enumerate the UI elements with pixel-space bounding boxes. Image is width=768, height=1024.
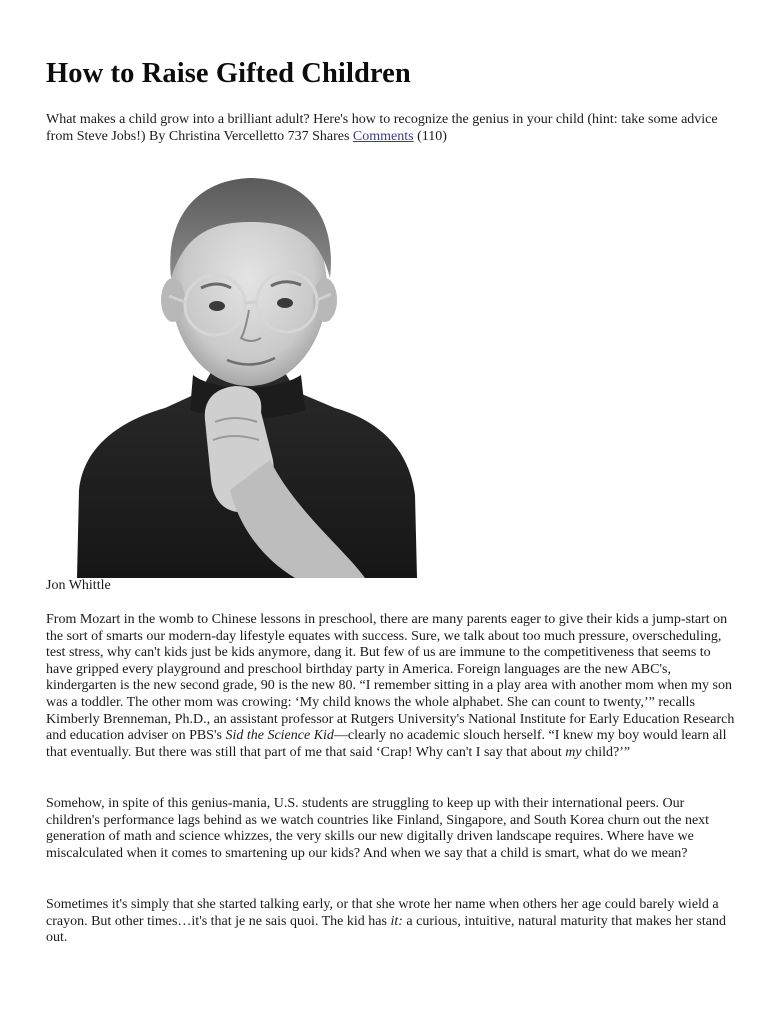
paragraph-text: a curious, intuitive, natural maturity that makes her stand out. [46, 913, 726, 946]
article-paragraph-3 [46, 897, 736, 947]
show-title-italic: Sid the Science Kid [225, 728, 334, 744]
article-paragraph-2 [46, 796, 736, 862]
intro-text: What makes a child grow into a brilliant adult? Here's how to recognize the genius in your child (hint: take some advice from Steve Jobs!) By Christina Vercelletto 737 Shares [46, 112, 718, 144]
photo-caption: Jon Whittle [46, 578, 111, 593]
comments-count: (110) [417, 128, 447, 144]
article-photo [65, 160, 419, 578]
paragraph-text: Somehow, in spite of this genius-mania, U.S. students are struggling to keep up with their international peers. Our children's performance lags behind as we watch countries like Finland, Singapore, and South Korea churn out the next generation of math and science whizzes, the very skills our new digitally driven landscape requires. Where have we miscalculated when it comes to smartening up our kids? And when we say that a child is smart, what do we mean? [46, 796, 710, 861]
paragraph-text: Sometimes it's simply that she started talking early, or that she wrote her name when others her age could barely wield a crayon. But other times…it's that je ne sais quoi. The kid has [46, 897, 719, 929]
paragraph-text: —clearly no academic slouch herself. “I knew my boy would learn all that eventually. But there was still that part of me that said ‘Crap! Why can't I say that about [46, 728, 727, 760]
comments-link[interactable]: Comments [352, 128, 414, 144]
paragraph-text: From Mozart in the womb to Chinese lessons in preschool, there are many parents eager to give their kids a jump-start on the sort of smarts our modern-day lifestyle equates with success. Sure, we talk about too much pressure, overscheduling, test stress, why can't kids just be kids anymore, dang it. But few of us are immune to the competitiveness that seems to have gripped every playground and preschool birthday party in America. Foreign languages are the new ABC's, kindergarten is the new second grade, 90 is the new 80. “I remember sitting in a play area with another mom when my son was a toddler. The other mom was crowing: ‘My child knows the whole alphabet. She can count to twenty,’” recalls Kimberly Brenneman, Ph.D., an assistant professor at Rutgers University's National Institute for Early Education Research and education adviser on PBS's [46, 612, 735, 744]
emphasis-italic: my [565, 744, 582, 760]
paragraph-text: child?’” [581, 744, 631, 760]
article-paragraph-1 [46, 612, 736, 761]
article-intro [46, 112, 736, 145]
emphasis-italic: it: [390, 913, 403, 929]
boy-portrait-image [65, 160, 419, 578]
page-title: How to Raise Gifted Children [46, 58, 411, 89]
